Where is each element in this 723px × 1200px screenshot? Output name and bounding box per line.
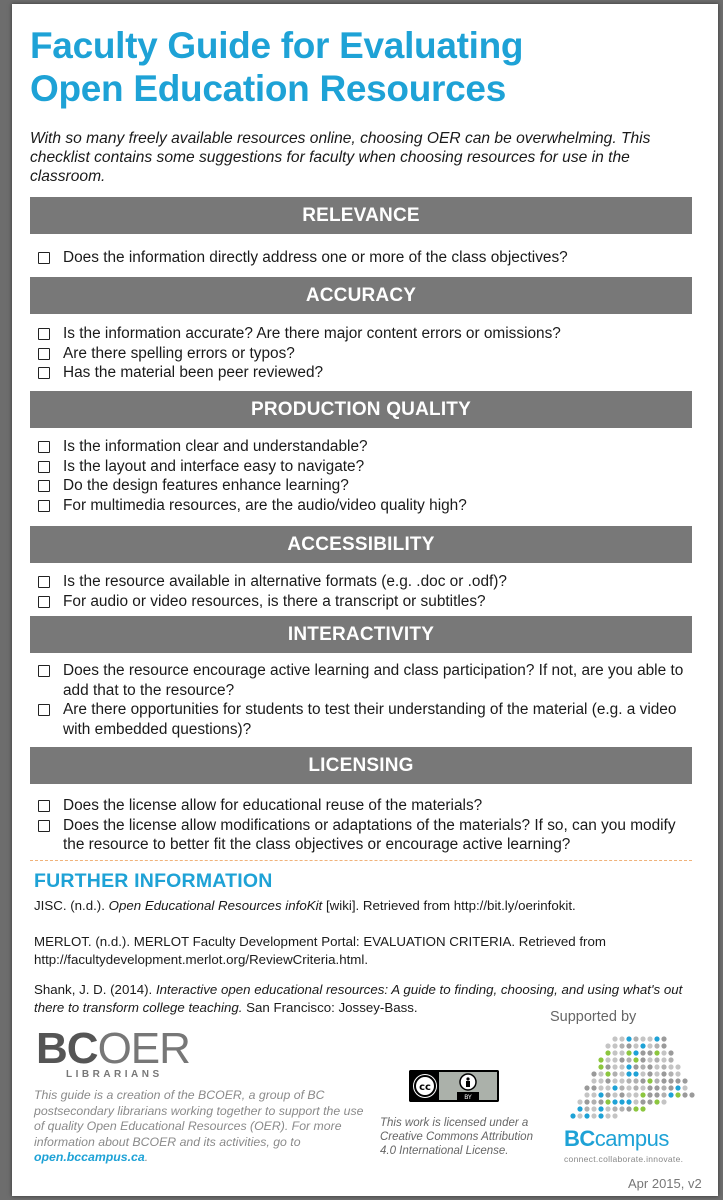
checklist-item-text: Does the resource encourage active learning and class participation? If not, are you able to add that to the resource? (63, 662, 684, 699)
guide-page (12, 4, 718, 1196)
checklist-item-text: Is the layout and interface easy to navigate? (63, 457, 365, 475)
checklist (38, 661, 698, 739)
section-header-accuracy: ACCURACY (30, 277, 692, 314)
bc-map-dots-icon (567, 1034, 697, 1124)
section-header-accessibility: ACCESSIBILITY (30, 526, 692, 563)
checklist-item-text: Is the information clear and understandable? (63, 438, 368, 455)
checkbox[interactable] (38, 348, 50, 360)
checklist-item-text: Is the information accurate? Are there major content errors or omissions? (63, 325, 561, 342)
cc-by-badge-icon (409, 1070, 499, 1102)
license-text: This work is licensed under a Creative Commons Attribution 4.0 International License. (380, 1117, 533, 1157)
checkbox[interactable] (38, 596, 50, 608)
bccampus-logo: BCcampus (564, 1126, 669, 1151)
reference-jisc: JISC. (n.d.). Open Educational Resources infoKit [wiki]. Retrieved from http://bit.ly/oerinfokit. (34, 898, 576, 913)
checklist-item (38, 324, 698, 344)
bcoer-blurb: This guide is a creation of the BCOER, a group of BC postsecondary librarians working together to support the use of quality Open Educational Resources (OER). For more information about BCOER and its activities, go to open.bccampus.ca. (34, 1088, 364, 1164)
bccampus-tagline: connect.collaborate.innovate. (564, 1154, 684, 1164)
section-header-production-quality: PRODUCTION QUALITY (30, 391, 692, 428)
svg-text:cc: cc (419, 1082, 431, 1093)
further-info-heading: FURTHER INFORMATION (34, 870, 273, 892)
checkbox[interactable] (38, 461, 50, 473)
checklist-item (38, 661, 698, 700)
checklist-item-text: Does the license allow for educational reuse of the materials? (63, 797, 483, 814)
checkbox[interactable] (38, 800, 50, 812)
section-header-interactivity: INTERACTIVITY (30, 616, 692, 653)
supported-by-label: Supported by (550, 1009, 637, 1025)
checkbox[interactable] (38, 704, 50, 716)
checkbox[interactable] (38, 367, 50, 379)
svg-text:BY: BY (464, 1094, 472, 1101)
bcoer-logo: BCOER LIBRARIANS (36, 1024, 190, 1080)
checklist-item-text: For multimedia resources, are the audio/video quality high? (63, 496, 467, 514)
checklist (38, 248, 698, 268)
checklist-item (38, 437, 698, 457)
checklist-item (38, 248, 698, 268)
checklist-item-text: Are there spelling errors or typos? (63, 344, 295, 362)
checklist-item-text: Does the information directly address one or more of the class objectives? (63, 249, 568, 266)
checkbox[interactable] (38, 252, 50, 264)
page-title: Faculty Guide for Evaluating Open Education Resources (30, 25, 524, 109)
checkbox[interactable] (38, 576, 50, 588)
checklist-item (38, 700, 698, 739)
checkbox[interactable] (38, 665, 50, 677)
reference-merlot: MERLOT. (n.d.). MERLOT Faculty Development Portal: EVALUATION CRITERIA. Retrieved from http://facultydevelopment.merlot.org/ReviewCriteria.html. (34, 934, 606, 967)
checklist-item-text: Are there opportunities for students to test their understanding of the material (e.g. a video with embedded questions)? (63, 701, 677, 738)
checklist (38, 324, 698, 383)
section-header-relevance: RELEVANCE (30, 197, 692, 234)
checklist (38, 572, 698, 611)
checklist-item-text: Has the material been peer reviewed? (63, 364, 324, 381)
checklist-item-text: Do the design features enhance learning? (63, 477, 349, 494)
checklist-item-text: Does the license allow modifications or adaptations of the materials? If so, can you modify the resource to better fit the class objectives or encourage active learning? (63, 816, 676, 853)
checkbox[interactable] (38, 500, 50, 512)
section-header-licensing: LICENSING (30, 747, 692, 784)
divider (30, 860, 692, 861)
checklist-item-text: For audio or video resources, is there a transcript or subtitles? (63, 592, 486, 610)
checklist-item (38, 796, 698, 816)
checklist-item (38, 457, 698, 477)
checklist-item (38, 816, 698, 855)
checkbox[interactable] (38, 441, 50, 453)
checklist-item-text: Is the resource available in alternative formats (e.g. .doc or .odf)? (63, 573, 507, 590)
intro-text: With so many freely available resources online, choosing OER can be overwhelming. This checklist contains some suggestions for faculty when choosing resources for use in the classroom. (30, 130, 651, 185)
reference-shank: Shank, J. D. (2014). Interactive open educational resources: A guide to finding, choosing, and using what's out there to transform college teaching. San Francisco: Jossey-Bass. (34, 982, 683, 1015)
checklist-item (38, 363, 698, 383)
checkbox[interactable] (38, 480, 50, 492)
checkbox[interactable] (38, 820, 50, 832)
checklist (38, 437, 698, 515)
checklist-item (38, 496, 698, 516)
checkbox[interactable] (38, 328, 50, 340)
checklist-item (38, 476, 698, 496)
checklist-item (38, 344, 698, 364)
checklist-item (38, 572, 698, 592)
checklist-item (38, 592, 698, 612)
checklist (38, 796, 698, 855)
version-label: Apr 2015, v2 (628, 1176, 702, 1191)
bccampus-link[interactable]: open.bccampus.ca (34, 1150, 145, 1164)
